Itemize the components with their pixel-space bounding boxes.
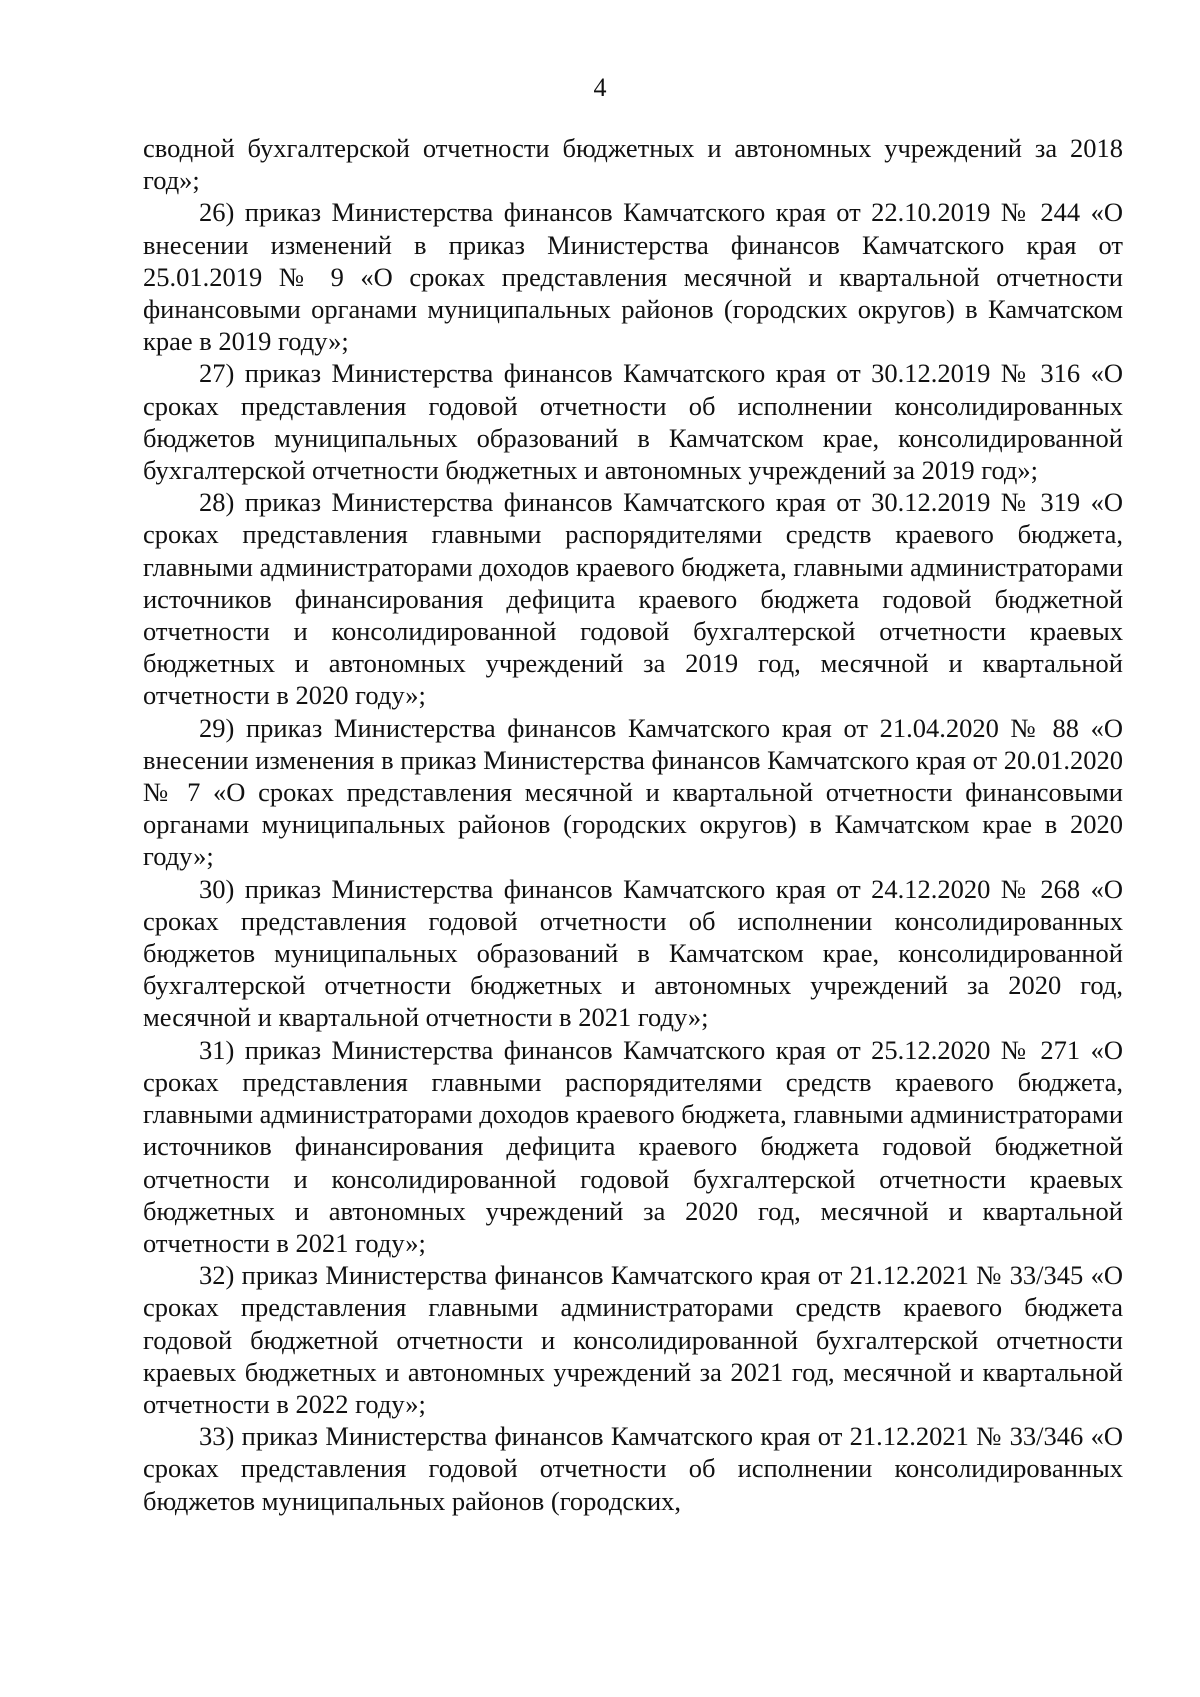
list-item-27: 27) приказ Министерства финансов Камчатского края от 30.12.2019 № 316 «О сроках представления годовой отчетности об исполнении консолидированных бюджетов муниципальных образований в Камчатском крае, консолидированной бухгалтерской отчетности бюджетных и автономных учреждений за 2019 год»; [143,358,1123,486]
list-item-30: 30) приказ Министерства финансов Камчатского края от 24.12.2020 № 268 «О сроках представления годовой отчетности об исполнении консолидированных бюджетов муниципальных образований в Камчатском крае, консолидированной бухгалтерской отчетности бюджетных и автономных учреждений за 2020 год, месячной и квартальной отчетности в 2021 году»; [143,873,1123,1033]
list-item-31: 31) приказ Министерства финансов Камчатского края от 25.12.2020 № 271 «О сроках представления главными распорядителями средств краевого бюджета, главными администраторами доходов краевого бюджета, главными администраторами источников финансирования дефицита краевого бюджета годовой бюджетной отчетности и консолидированной годовой бухгалтерской отчетности краевых бюджетных и автономных учреждений за 2020 год, месячной и квартальной отчетности в 2021 году»; [143,1034,1123,1258]
list-item-29: 29) приказ Министерства финансов Камчатского края от 21.04.2020 № 88 «О внесении изменения в приказ Министерства финансов Камчатского края от 20.01.2020 № 7 «О сроках представления месячной и квартальной отчетности финансовыми органами муниципальных районов (городских округов) в Камчатском крае в 2020 году»; [143,712,1123,872]
document-body [143,132,1123,1517]
page-number: 4 [593,73,607,102]
list-item-33: 33) приказ Министерства финансов Камчатского края от 21.12.2021 № 33/346 «О сроках представления годовой отчетности об исполнении консолидированных бюджетов муниципальных районов (городских, [143,1421,1123,1516]
list-item-32: 32) приказ Министерства финансов Камчатского края от 21.12.2021 № 33/345 «О сроках представления главными администраторами средств краевого бюджета годовой бюджетной отчетности и консолидированной бухгалтерской отчетности краевых бюджетных и автономных учреждений за 2021 год, месячной и квартальной отчетности в 2022 году»; [143,1260,1123,1419]
paragraph-continuation: сводной бухгалтерской отчетности бюджетных и автономных учреждений за 2018 год»; [143,133,1123,196]
list-item-28: 28) приказ Министерства финансов Камчатского края от 30.12.2019 № 319 «О сроках представления главными распорядителями средств краевого бюджета, главными администраторами доходов краевого бюджета, главными администраторами источников финансирования дефицита краевого бюджета годовой бюджетной отчетности и консолидированной годовой бухгалтерской отчетности краевых бюджетных и автономных учреждений за 2019 год, месячной и квартальной отчетности в 2020 году»; [143,487,1123,711]
list-item-26: 26) приказ Министерства финансов Камчатского края от 22.10.2019 № 244 «О внесении изменений в приказ Министерства финансов Камчатского края от 25.01.2019 № 9 «О сроках представления месячной и квартальной отчетности финансовыми органами муниципальных районов (городских округов) в Камчатском крае в 2019 году»; [143,197,1123,357]
